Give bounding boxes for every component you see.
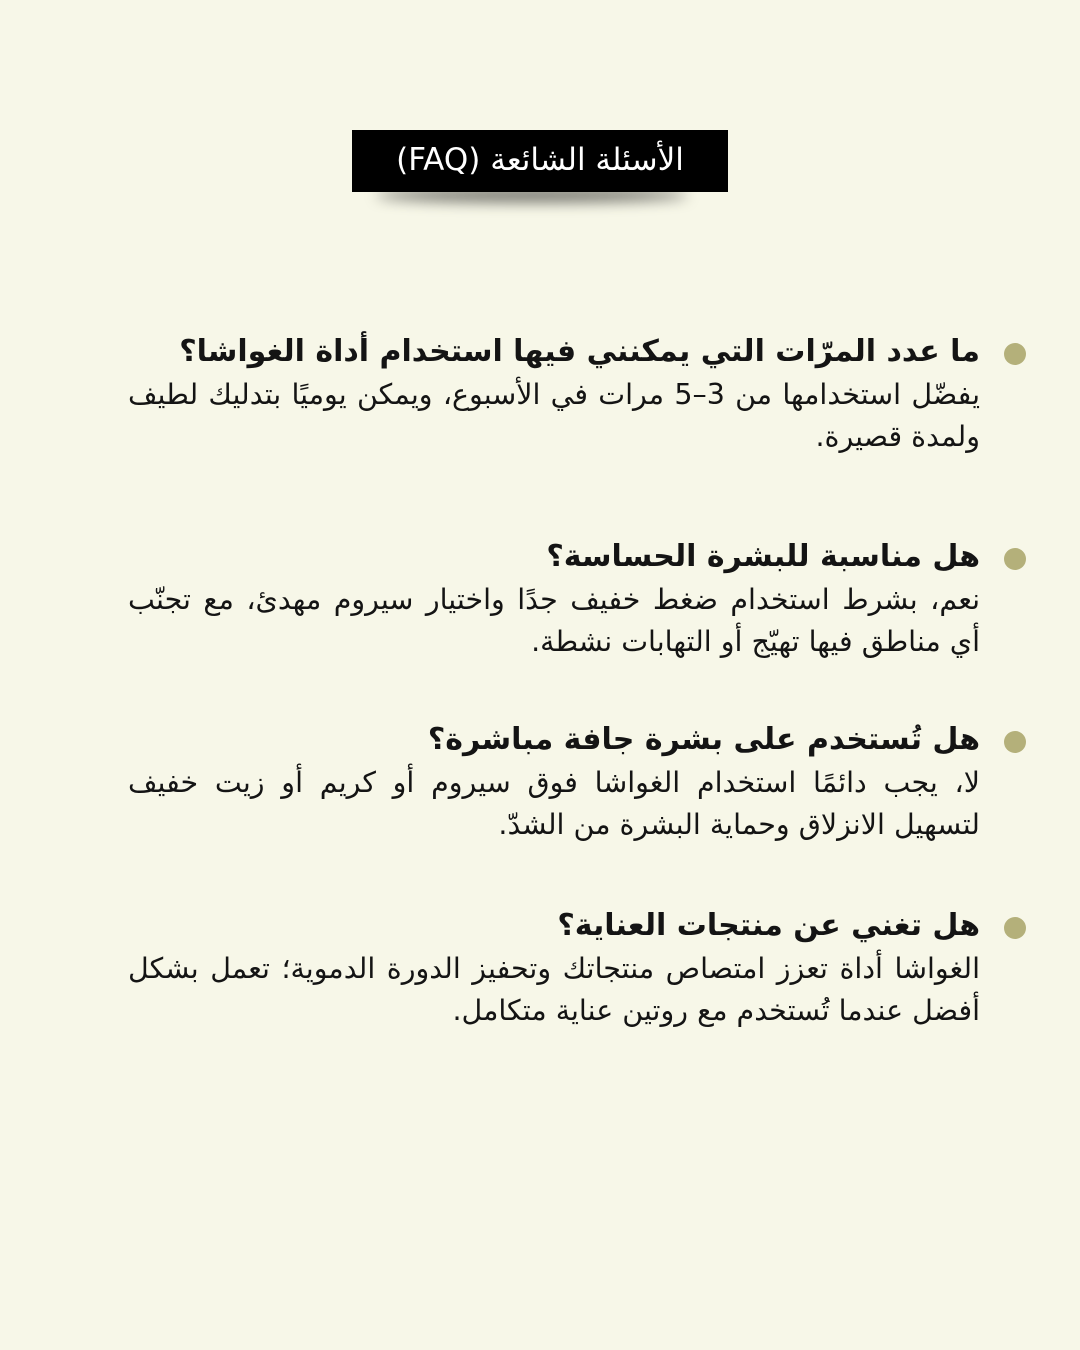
faq-item — [128, 904, 980, 1032]
faq-item — [128, 718, 980, 846]
faq-answer: لا، يجب دائمًا استخدام الغواشا فوق سيروم أو كريم أو زيت خفيف لتسهيل الانزلاق وحماية البشرة من الشدّ. — [128, 766, 980, 841]
faq-answer: يفضّل استخدامها من 3–5 مرات في الأسبوع، ويمكن يوميًا بتدليك لطيف ولمدة قصيرة. — [128, 378, 980, 453]
bullet-icon — [1004, 343, 1026, 365]
faq-item — [128, 535, 980, 663]
bullet-icon — [1004, 917, 1026, 939]
faq-answer: الغواشا أداة تعزز امتصاص منتجاتك وتحفيز الدورة الدموية؛ تعمل بشكل أفضل عندما تُستخدم مع روتين عناية متكامل. — [128, 952, 980, 1027]
faq-question: هل مناسبة للبشرة الحساسة؟ — [546, 539, 980, 574]
faq-answer: نعم، بشرط استخدام ضغط خفيف جدًا واختيار سيروم مهدئ، مع تجنّب أي مناطق فيها تهيّج أو التهابات نشطة. — [128, 583, 980, 658]
bullet-icon — [1004, 731, 1026, 753]
page-title: الأسئلة الشائعة (FAQ) — [352, 130, 728, 192]
faq-item — [128, 330, 980, 458]
faq-question: هل تغني عن منتجات العناية؟ — [557, 908, 980, 943]
faq-question: ما عدد المرّات التي يمكنني فيها استخدام أداة الغواشا؟ — [179, 334, 980, 369]
bullet-icon — [1004, 548, 1026, 570]
faq-question: هل تُستخدم على بشرة جافة مباشرة؟ — [427, 722, 980, 757]
